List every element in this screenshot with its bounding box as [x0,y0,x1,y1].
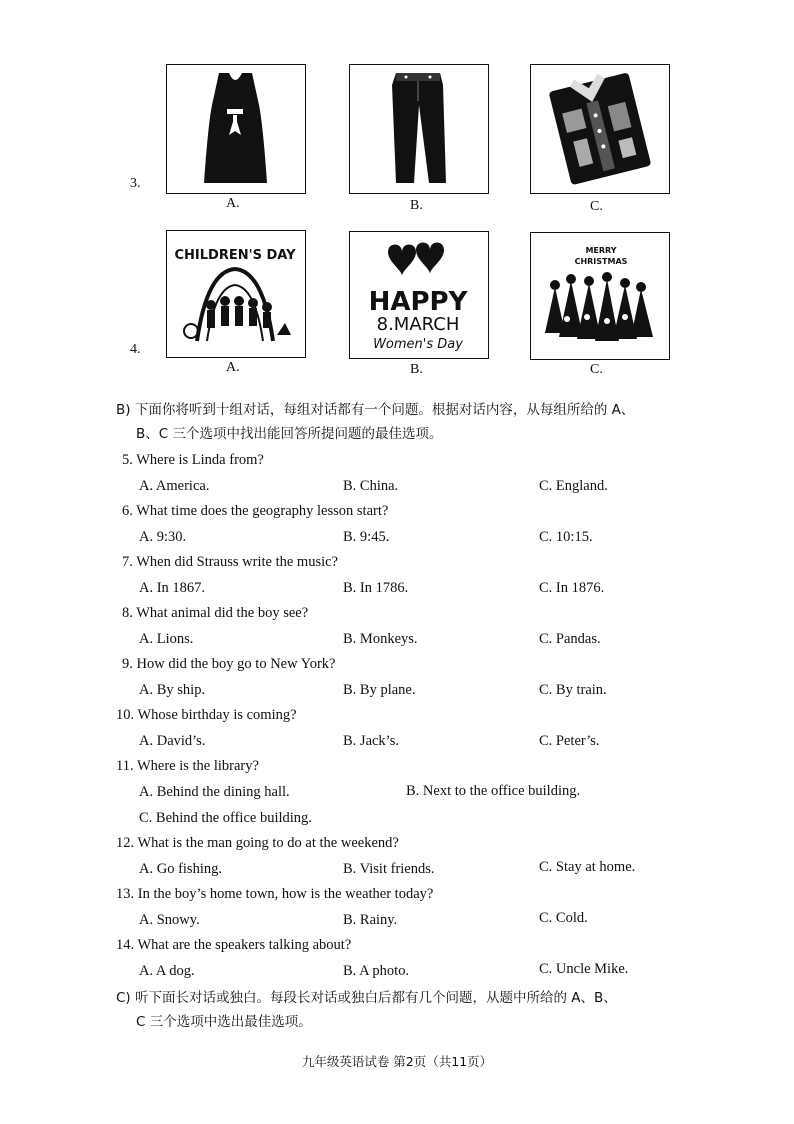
question-8-option-a: A. Lions. [139,631,194,647]
q3-option-a-image [166,64,306,194]
question-5-option-b: B. China. [343,478,399,494]
question-9-text: 9. How did the boy go to New York? [122,656,336,672]
question-8-option-c: C. Pandas. [539,631,601,647]
q4-option-c-letter: C. [590,362,603,377]
question-8-text: 8. What animal did the boy see? [122,605,309,621]
womens-day-card-march: 8.MARCH [376,314,460,335]
trousers-icon [350,65,487,192]
question-9-option-b: B. By plane. [343,682,416,698]
question-13-option-c: C. Cold. [539,910,588,926]
question-12-option-c: C. Stay at home. [539,859,636,875]
question-7-option-b: B. In 1786. [343,580,409,596]
question-6-option-b: B. 9:45. [343,529,390,545]
q3-option-c-image [530,64,670,194]
question-12-option-a: A. Go fishing. [139,861,222,877]
womens-day-card-happy: HAPPY [368,287,468,317]
q4-option-c-image [530,232,670,360]
christmas-card-merry: MERRY [585,246,617,255]
question-6-option-a: A. 9:30. [139,529,187,545]
question-6-text: 6. What time does the geography lesson start? [122,503,389,519]
q4-option-a-letter: A. [226,360,240,375]
section-c-instructions [116,986,736,1034]
q3-option-b-letter: B. [410,198,423,213]
section-c-line2: C 三个选项中选出最佳选项。 [136,1014,312,1030]
q4-option-a-image [166,230,306,358]
question-11-option-a: A. Behind the dining hall. [139,784,290,800]
question-12-option-b: B. Visit friends. [343,861,435,877]
q3-option-c-letter: C. [590,199,603,214]
christmas-card-christmas: CHRISTMAS [574,257,628,266]
question-14-text: 14. What are the speakers talking about? [116,937,352,953]
section-b-line1: 下面你将听到十组对话，每组对话都有一个问题。根据对话内容，从每组所给的 A、 [134,402,635,418]
question-6-option-c: C. 10:15. [539,529,593,545]
section-c-line1: 听下面长对话或独白。每段长对话或独白后都有几个问题，从题中所给的 A、B、 [135,990,617,1006]
question-13-text: 13. In the boy’s home town, how is the weather today? [116,886,434,902]
childrens-day-card-text: CHILDREN'S DAY [174,248,296,263]
question-14-option-b: B. A photo. [343,963,410,979]
womens-day-card-womens-day: Women's Day [373,337,463,352]
page-footer: 九年级英语试卷 第2页（共11页） [301,1054,493,1069]
question-13-option-b: B. Rainy. [343,912,398,928]
question-8-option-b: B. Monkeys. [343,631,418,647]
q4-option-b-image [349,231,489,359]
question-7-option-a: A. In 1867. [139,580,206,596]
q4-option-b-letter: B. [410,362,423,377]
womens-day-card [350,232,487,357]
question-10-option-a: A. David’s. [139,733,206,749]
question-10-option-c: C. Peter’s. [539,733,600,749]
q3-option-b-image [349,64,489,194]
section-c-label: C) [116,990,131,1006]
christmas-card [531,233,668,358]
question-4-number: 4. [130,342,141,357]
section-b-label: B) [116,402,131,418]
question-10-text: 10. Whose birthday is coming? [116,707,297,723]
dress-icon [167,65,304,192]
question-11-option-b: B. Next to the office building. [406,783,581,799]
childrens-day-card [167,231,304,356]
question-11-text: 11. Where is the library? [116,758,259,774]
question-3-number: 3. [130,176,141,191]
question-9-option-c: C. By train. [539,682,607,698]
question-14-option-a: A. A dog. [139,963,195,979]
shirt-icon [531,65,668,192]
question-14-option-c: C. Uncle Mike. [539,961,629,977]
section-b-instructions [116,398,736,446]
question-9-option-a: A. By ship. [139,682,206,698]
question-7-text: 7. When did Strauss write the music? [122,554,338,570]
question-11-option-c: C. Behind the office building. [139,810,312,826]
question-10-option-b: B. Jack’s. [343,733,399,749]
question-5-option-a: A. America. [139,478,210,494]
section-b-line2: B、C 三个选项中找出能回答所提问题的最佳选项。 [136,426,443,442]
question-13-option-a: A. Snowy. [139,912,200,928]
question-5-option-c: C. England. [539,478,608,494]
q3-option-a-letter: A. [226,196,240,211]
question-5-text: 5. Where is Linda from? [122,452,264,468]
question-7-option-c: C. In 1876. [539,580,605,596]
question-12-text: 12. What is the man going to do at the weekend? [116,835,399,851]
